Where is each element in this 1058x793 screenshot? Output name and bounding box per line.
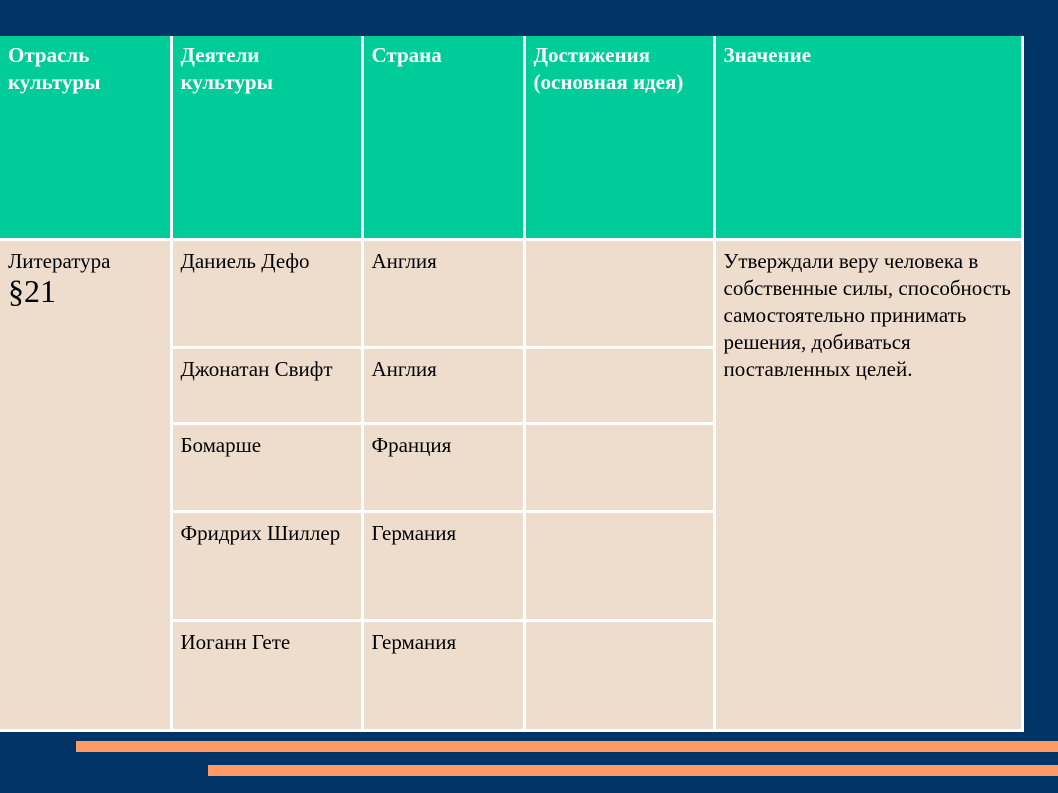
header-branch: Отрасль культуры	[0, 36, 171, 239]
figure-cell: Бомарше	[171, 423, 362, 511]
significance-cell: Утверждали веру человека в собственные силы, способность самостоятельно принимать решения, добиваться поставленных целей.	[714, 239, 1022, 730]
table-row	[0, 239, 1022, 347]
culture-table	[0, 36, 1024, 732]
country-cell: Англия	[362, 347, 524, 423]
achievement-cell	[524, 511, 714, 620]
figure-cell: Джонатан Свифт	[171, 347, 362, 423]
achievement-cell	[524, 423, 714, 511]
branch-label: Литература	[8, 248, 111, 273]
achievement-cell	[524, 347, 714, 423]
decorative-stripe	[76, 741, 1058, 752]
branch-cell	[0, 239, 171, 730]
country-cell: Франция	[362, 423, 524, 511]
header-row	[0, 36, 1022, 239]
achievement-cell	[524, 239, 714, 347]
country-cell: Германия	[362, 620, 524, 730]
header-significance: Значение	[714, 36, 1022, 239]
figure-cell: Фридрих Шиллер	[171, 511, 362, 620]
decorative-stripe	[208, 765, 1058, 776]
section-reference: §21	[8, 272, 56, 309]
figure-cell: Даниель Дефо	[171, 239, 362, 347]
figure-cell: Иоганн Гете	[171, 620, 362, 730]
country-cell: Англия	[362, 239, 524, 347]
header-achievements: Достижения (основная идея)	[524, 36, 714, 239]
country-cell: Германия	[362, 511, 524, 620]
achievement-cell	[524, 620, 714, 730]
header-country: Страна	[362, 36, 524, 239]
header-figures: Деятели культуры	[171, 36, 362, 239]
